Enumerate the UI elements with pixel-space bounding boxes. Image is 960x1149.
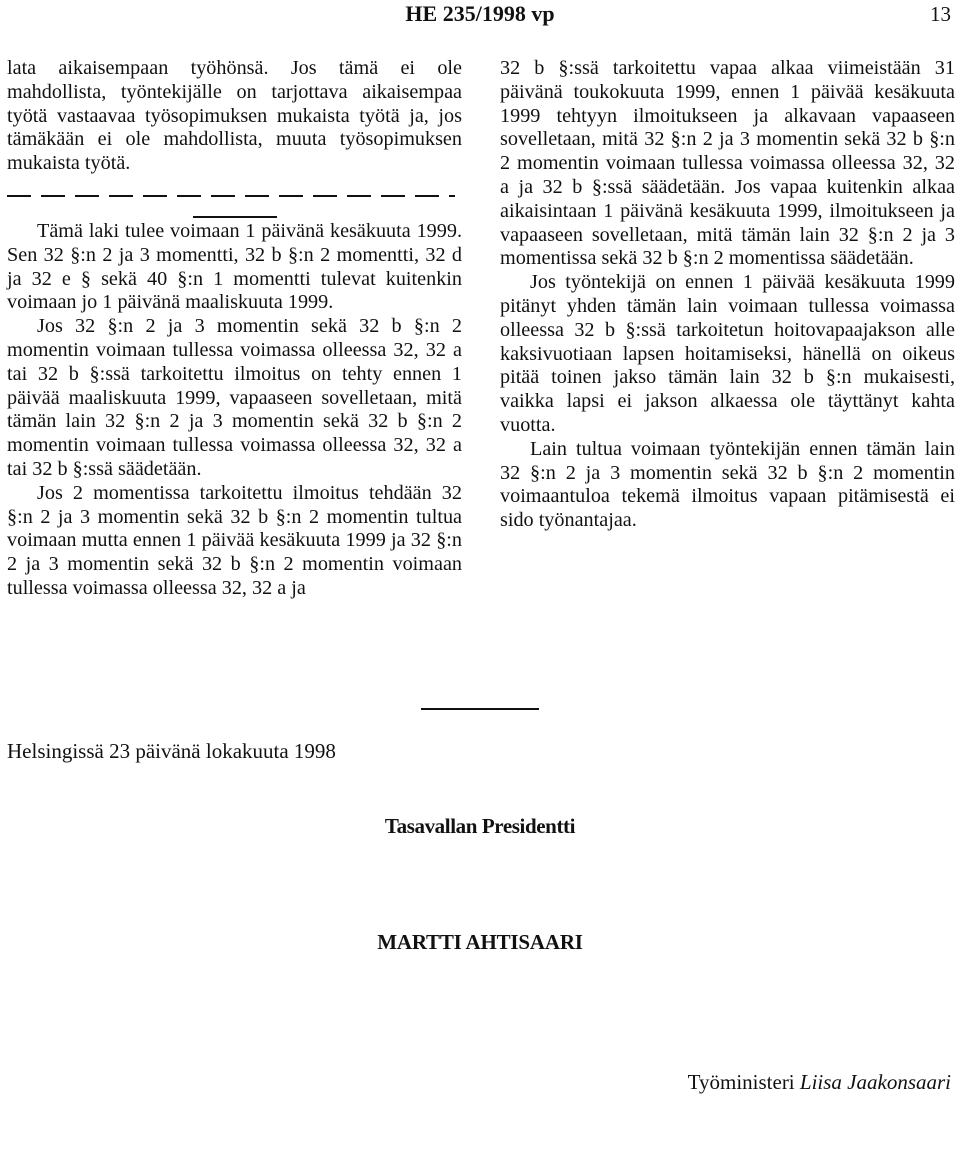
left-text-column <box>7 57 462 601</box>
right-paragraph-3: Lain tultua voimaan työntekijän ennen tämän lain 32 §:n 2 ja 3 momentin sekä 32 b §:n 2 momentin voimaantuloa tekemä ilmoitus vapaan pitämisestä ei sido työnantajaa. <box>500 437 955 532</box>
minister-title: Työministeri <box>687 1070 795 1094</box>
dashed-separator <box>7 195 455 197</box>
minister-name: Liisa Jaakonsaari <box>799 1070 951 1094</box>
counter-signature <box>688 1070 951 1094</box>
document-header-title: HE 235/1998 vp <box>405 1 555 26</box>
page-number: 13 <box>930 2 951 26</box>
left-paragraph-4: Jos 2 momentissa tarkoitettu ilmoitus tehdään 32 §:n 2 ja 3 momentin sekä 32 b §:n 2 momentin tultua voimaan mutta ennen 1 päivää kesäkuuta 1999 ja 32 §:n 2 ja 3 momentin sekä 32 b §:n 2 momentin voimaan tullessa voimassa olleessa 32, 32 a ja <box>7 481 462 599</box>
left-paragraph-1: lata aikaisempaan työhönsä. Jos tämä ei ole mahdollista, työntekijälle on tarjottava aikaisempaa työtä vastaavaa työsopimuksen mukaista työtä ja, jos tämäkään ei ole mahdollista, muuta työsopimuksen mukaista työtä. <box>7 57 462 175</box>
left-paragraph-3: Jos 32 §:n 2 ja 3 momentin sekä 32 b §:n 2 momentin voimaan tullessa voimassa olleessa 32, 32 a tai 32 b §:ssä tarkoitettu ilmoitus on tehty ennen 1 päivää maaliskuuta 1999, vapaaseen sovelletaan, mitä tämän lain 32 §:n 2 ja 3 momentin sekä 32 b §:n 2 momentin voimaan tullessa voimassa olleessa 32, 32 a tai 32 b §:ssä säädetään. <box>7 315 462 480</box>
signer-title: Tasavallan Presidentti <box>384 814 576 838</box>
section-rule <box>193 216 277 218</box>
signer-name: MARTTI AHTISAARI <box>377 930 583 954</box>
signature-separator-rule <box>421 708 539 710</box>
right-paragraph-1: 32 b §:ssä tarkoitettu vapaa alkaa viimeistään 31 päivänä toukokuuta 1999, ennen 1 päivää kesäkuuta 1999 tehtyyn ilmoitukseen ja alkavaan vapaaseen sovelletaan, mitä 32 §:n 2 ja 3 momentin sekä 32 b §:n 2 momentin voimaan tullessa voimassa olleessa 32, 32 a ja 32 b §:ssä säädetään. Jos vapaa kuitenkin alkaa aikaisintaan 1 päivänä kesäkuuta 1999, ilmoitukseen ja vapaaseen sovelletaan, mitä tämän lain 32 §:n 2 ja 3 momentissa sekä 32 b §:n 2 momentissa säädetään. <box>500 57 955 270</box>
place-and-date: Helsingissä 23 päivänä lokakuuta 1998 <box>7 739 336 763</box>
right-paragraph-2: Jos työntekijä on ennen 1 päivää kesäkuuta 1999 pitänyt yhden tämän lain voimaan tullessa voimassa olleessa 32 b §:ssä tarkoitetun hoitovapaajakson alle kaksivuotiaan lapsen hoitamiseksi, hänellä on oikeus pitää toinen jakso tämän lain 32 b §:n mukaisesti, vaikka lapsi ei jakson alkaessa ole täyttänyt kahta vuotta. <box>500 271 955 436</box>
right-text-column <box>500 57 955 533</box>
left-paragraph-2: Tämä laki tulee voimaan 1 päivänä kesäkuuta 1999. Sen 32 §:n 2 ja 3 momentti, 32 b §:n 2 momentti, 32 d ja 32 e § sekä 40 §:n 1 momentti tulevat kuitenkin voimaan jo 1 päivänä maaliskuuta 1999. <box>7 219 462 314</box>
